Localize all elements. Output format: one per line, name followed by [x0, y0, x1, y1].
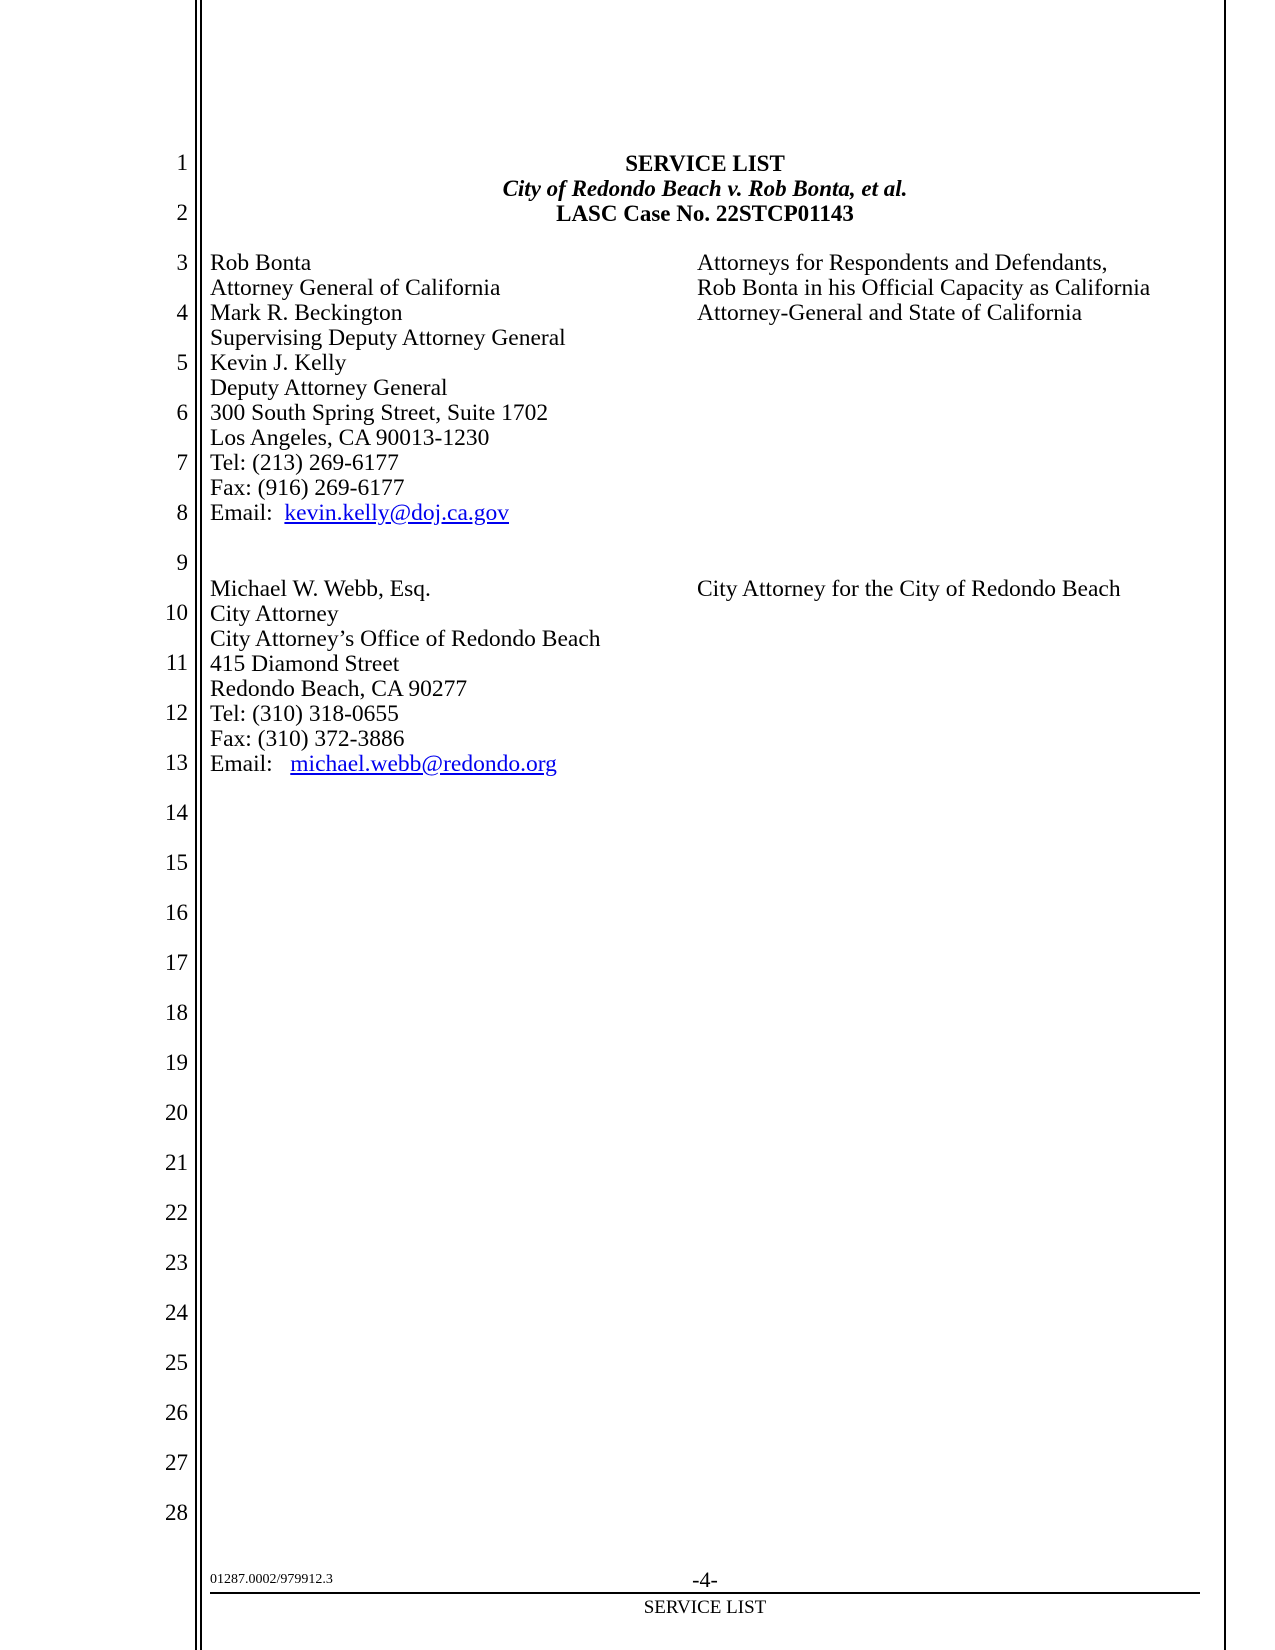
document-title: SERVICE LIST	[625, 151, 785, 176]
line-number: 26	[165, 1400, 188, 1425]
left-margin-rule	[195, 0, 197, 1650]
role-line: City Attorney for the City of Redondo Beach	[697, 576, 1121, 602]
line-number: 17	[165, 950, 188, 975]
line-number: 24	[165, 1300, 188, 1325]
address-line: Kevin J. Kelly	[210, 350, 347, 376]
address-line: City Attorney	[210, 601, 339, 627]
line-number: 18	[165, 1000, 188, 1025]
email-line	[210, 501, 566, 526]
line-number: 12	[165, 700, 188, 725]
service-list-heading	[210, 151, 1200, 226]
case-number: LASC Case No. 22STCP01143	[556, 201, 854, 226]
line-number: 20	[165, 1100, 188, 1125]
fax-line: Fax: (310) 372-3886	[210, 726, 405, 752]
line-number: 3	[176, 250, 188, 275]
line-number: 13	[165, 750, 188, 775]
service-entry-bonta-role	[697, 251, 1150, 326]
footer-title: SERVICE LIST	[643, 1597, 767, 1618]
address-line: Mark R. Beckington	[210, 300, 403, 326]
role-line: Attorneys for Respondents and Defendants,	[697, 250, 1108, 276]
line-number: 6	[176, 400, 188, 425]
line-number: 7	[176, 450, 188, 475]
fax-line: Fax: (916) 269-6177	[210, 475, 405, 501]
line-number: 27	[165, 1450, 188, 1475]
line-number: 15	[165, 850, 188, 875]
line-number: 21	[165, 1150, 188, 1175]
role-line: Attorney-General and State of California	[697, 300, 1082, 326]
email-label: Email:	[210, 500, 273, 526]
email-line	[210, 752, 601, 777]
email-link-michael-webb[interactable]: michael.webb@redondo.org	[290, 751, 557, 777]
footer-divider	[210, 1592, 1200, 1594]
line-number: 19	[165, 1050, 188, 1075]
line-number: 23	[165, 1250, 188, 1275]
line-number: 8	[176, 500, 188, 525]
page-number: -4-	[692, 1567, 718, 1592]
line-number: 14	[165, 800, 188, 825]
line-number: 1	[176, 150, 188, 175]
right-margin-rule	[1224, 0, 1226, 1650]
service-entry-bonta-address	[210, 251, 566, 526]
tel-line: Tel: (213) 269-6177	[210, 450, 399, 476]
left-margin-rule-inner	[200, 0, 202, 1650]
address-line: Rob Bonta	[210, 250, 312, 276]
tel-line: Tel: (310) 318-0655	[210, 701, 399, 727]
line-number: 2	[176, 200, 188, 225]
line-number: 28	[165, 1500, 188, 1525]
address-line: City Attorney’s Office of Redondo Beach	[210, 626, 601, 652]
service-entry-webb-role	[697, 577, 1121, 602]
line-number: 16	[165, 900, 188, 925]
line-number: 11	[165, 650, 188, 675]
line-number: 22	[165, 1200, 188, 1225]
service-entry-webb-address	[210, 577, 601, 777]
document-id: 01287.0002/979912.3	[210, 1572, 333, 1587]
address-line: Los Angeles, CA 90013-1230	[210, 425, 490, 451]
email-label: Email:	[210, 751, 273, 777]
line-number: 4	[176, 300, 188, 325]
address-line: Attorney General of California	[210, 275, 501, 301]
line-number: 9	[176, 550, 188, 575]
address-line: Deputy Attorney General	[210, 375, 448, 401]
line-number: 10	[165, 600, 188, 625]
address-line: Redondo Beach, CA 90277	[210, 676, 468, 702]
address-line: 415 Diamond Street	[210, 651, 400, 677]
address-line: Supervising Deputy Attorney General	[210, 325, 566, 351]
role-line: Rob Bonta in his Official Capacity as California	[697, 275, 1151, 301]
line-number: 5	[176, 350, 188, 375]
line-number: 25	[165, 1350, 188, 1375]
case-caption: City of Redondo Beach v. Rob Bonta, et al.	[502, 176, 908, 201]
email-link-kevin-kelly[interactable]: kevin.kelly@doj.ca.gov	[284, 500, 510, 526]
address-line: 300 South Spring Street, Suite 1702	[210, 400, 549, 426]
address-line: Michael W. Webb, Esq.	[210, 576, 431, 602]
